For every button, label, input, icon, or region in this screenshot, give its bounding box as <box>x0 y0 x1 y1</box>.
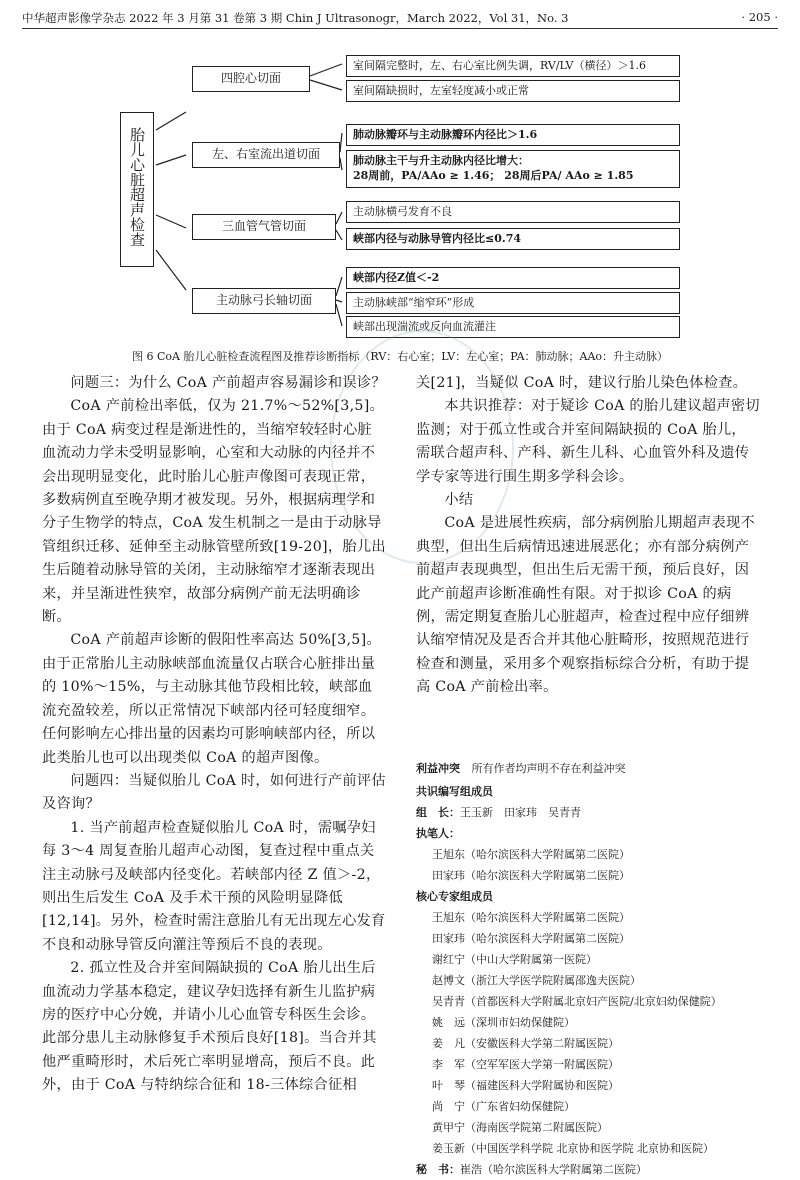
conflict-of-interest <box>416 758 776 779</box>
paragraph: 关[21]，当疑似 CoA 时，建议行胎儿染色体检查。 <box>416 375 748 391</box>
view-label: 左、右室流出道切面 <box>211 147 320 161</box>
finding-text: 峡部出现湍流或反向血流灌注 <box>353 320 496 333</box>
secretary-label: 秘 书： <box>416 1163 460 1176</box>
finding-text: 主动脉横弓发育不良 <box>353 205 452 218</box>
leader-label: 组 长： <box>416 806 460 819</box>
writers-label: 执笔人： <box>416 827 460 840</box>
core-label: 核心专家组成员 <box>416 890 493 903</box>
finding-box <box>346 292 680 314</box>
secretary <box>416 1159 776 1180</box>
finding-text: 室间隔完整时，左、右心室比例失调，RV/LV（横径）＞1.6 <box>353 59 646 72</box>
figure-caption: 图 6 CoA 胎儿心脏检查流程图及推荐诊断指标（RV：右心室；LV：左心室；PA：肺动脉；AAo：升主动脉） <box>131 350 669 363</box>
summary-heading: 小结 <box>444 492 474 509</box>
writer-item: 田家玮（哈尔滨医科大学附属第二医院） <box>432 869 630 882</box>
left-column <box>42 372 386 1098</box>
core-member: 田家玮（哈尔滨医科大学附属第二医院） <box>432 932 630 945</box>
conflict-text: 所有作者均声明不存在利益冲突 <box>471 762 626 775</box>
finding-box <box>346 228 680 250</box>
finding-text: 28周前，PA/AAo ≥ 1.46； 28周后PA/ AAo ≥ 1.85 <box>353 169 634 182</box>
view-label: 四腔心切面 <box>220 71 281 85</box>
finding-box <box>346 267 680 289</box>
finding-box <box>346 201 680 223</box>
group-leaders <box>416 802 776 823</box>
core-member: 李 军（空军军医大学第一附属医院） <box>432 1058 619 1071</box>
core-member: 姜 凡（安徽医科大学第二附属医院） <box>432 1037 619 1050</box>
page-number: · 205 · <box>741 10 778 24</box>
paragraph: CoA 产前检出率低，仅为 21.7%～52%[3,5]。由于 CoA 病变过程是渐进性的，当缩窄较轻时心脏血流动力学未受明显影响，心室和大动脉的内径并不会出现明显变化，此时胎儿心脏声像图可表现正常，多数病例直至晚孕期才被发现。另外，根据病理学和分子生物学的特点，CoA 发生机制之一是由于动脉导管组织迁移、延伸至主动脉管壁所致[19-20]，胎儿出生后随着动脉导管的关闭，主动脉缩窄才逐渐表现出来，并呈渐进性狭窄，故部分病例产前无法明确诊断。 <box>42 398 386 626</box>
finding-text: 肺动脉瓣环与主动脉瓣环内径比＞1.6 <box>353 128 538 141</box>
flowchart-main-label: 胎儿心脏超声检查 <box>128 127 146 247</box>
core-member: 吴青青（首都医科大学附属北京妇产医院/北京妇幼保健院） <box>432 995 722 1008</box>
finding-text: 肺动脉主干与升主动脉内径比增大： <box>353 154 529 167</box>
core-member: 姚 远（深圳市妇幼保健院） <box>432 1016 575 1029</box>
author-section <box>416 758 776 1180</box>
finding-box <box>346 150 680 188</box>
paragraph: 2. 孤立性及合并室间隔缺损的 CoA 胎儿出生后血流动力学基本稳定，建议孕妇选择有新生儿监护病房的医疗中心分娩，并请小儿心血管专科医生会诊。此部分患儿主动脉修复手术预后良好[18]。当合并其他严重畸形时，术后死亡率明显增高，预后不良。此外，由于 CoA 与特纳综合征和 18-三体综合征相 <box>42 960 377 1094</box>
right-column <box>416 372 760 700</box>
group-title: 共识编写组成员 <box>416 785 493 798</box>
paragraph: 1. 当产前超声检查疑似胎儿 CoA 时，需嘱孕妇每 3～4 周复查胎儿超声心动图，复查过程中重点关注主动脉弓及峡部内径变化。若峡部内径 Z 值＞-2，则出生后发生 CoA 及手术干预的风险明显降低[12,14]。另外，检查时需注意胎儿有无出现左心发育不良和动脉导管反向灌注等预后不良的表现。 <box>42 819 386 953</box>
conflict-label: 利益冲突 <box>416 762 460 775</box>
view-box-three-vessel <box>192 214 336 240</box>
view-box-four-chamber <box>192 66 310 92</box>
summary-paragraph: CoA 是进展性疾病，部分病例胎儿期超声表现不典型，但出生后病情迅速进展恶化；亦有部分病例产前超声表现典型，但出生后无需干预，预后良好，因此产前超声诊断准确性有限。对于拟诊 CoA 的病例，需定期复查胎儿心脏超声，检查过程中应仔细辨认缩窄情况及是否合并其他心脏畸形，按照规范进行检查和测量，采用多个观察指标综合分析，有助于提高 CoA 产前检出率。 <box>416 515 756 696</box>
view-box-outflow <box>192 142 340 168</box>
core-member: 尚 宁（广东省妇幼保健院） <box>432 1100 575 1113</box>
view-box-aortic-arch <box>192 288 336 314</box>
flowchart-main-box <box>120 112 154 267</box>
core-member: 王旭东（哈尔滨医科大学附属第二医院） <box>432 911 630 924</box>
finding-box <box>346 80 680 102</box>
finding-box <box>346 124 680 146</box>
writer-item: 王旭东（哈尔滨医科大学附属第二医院） <box>432 848 630 861</box>
finding-text: 室间隔缺损时，左室轻度减小或正常 <box>353 84 529 97</box>
recommendation: 本共识推荐：对于疑诊 CoA 的胎儿建议超声密切监测；对于孤立性或合并室间隔缺损的 CoA 胎儿，需联合超声科、产科、新生儿科、心血管外科及遗传学专家等进行围生期多学科会诊。 <box>416 398 760 485</box>
core-member: 叶 琴（福建医科大学附属协和医院） <box>432 1079 619 1092</box>
secretary-name: 崔浩（哈尔滨医科大学附属第二医院） <box>460 1163 647 1176</box>
view-label: 三血管气管切面 <box>221 219 306 233</box>
core-member: 谢红宁（中山大学附属第一医院） <box>432 953 597 966</box>
core-member: 赵博文（浙江大学医学院附属邵逸夫医院） <box>432 974 641 987</box>
finding-text: 峡部内径与动脉导管内径比≤0.74 <box>353 232 522 245</box>
paragraph: CoA 产前超声诊断的假阳性率高达 50%[3,5]。由于正常胎儿主动脉峡部血流量仅占联合心脏排出量的 10%～15%，与主动脉其他节段相比较，峡部血流充盈较差，所以正常情况下峡部内径可轻度细窄。任何影响左心排出量的因素均可影响峡部内径，所以此类胎儿也可以出现类似 CoA 的超声图像。 <box>42 632 381 766</box>
core-member: 姜玉新（中国医学科学院 北京协和医学院 北京协和医院） <box>432 1142 714 1155</box>
question-four-heading: 问题四：当疑似胎儿 CoA 时，如何进行产前评估及咨询？ <box>42 772 386 813</box>
view-label: 主动脉弓长轴切面 <box>215 293 312 307</box>
leader-names: 王玉新 田家玮 吴青青 <box>460 806 581 819</box>
question-three-heading: 问题三：为什么 CoA 产前超声容易漏诊和误诊？ <box>70 375 386 391</box>
finding-box <box>346 316 680 338</box>
finding-box <box>346 55 680 77</box>
journal-citation: 中华超声影像学杂志 2022 年 3 月第 31 卷第 3 期 Chin J Ultrasonogr，March 2022，Vol 31，No. 3 <box>22 11 569 25</box>
finding-text: 峡部内径Z值＜-2 <box>353 271 440 284</box>
finding-text: 主动脉峡部“缩窄环”形成 <box>353 296 475 309</box>
core-member: 黄甲宁（海南医学院第二附属医院） <box>432 1121 608 1134</box>
